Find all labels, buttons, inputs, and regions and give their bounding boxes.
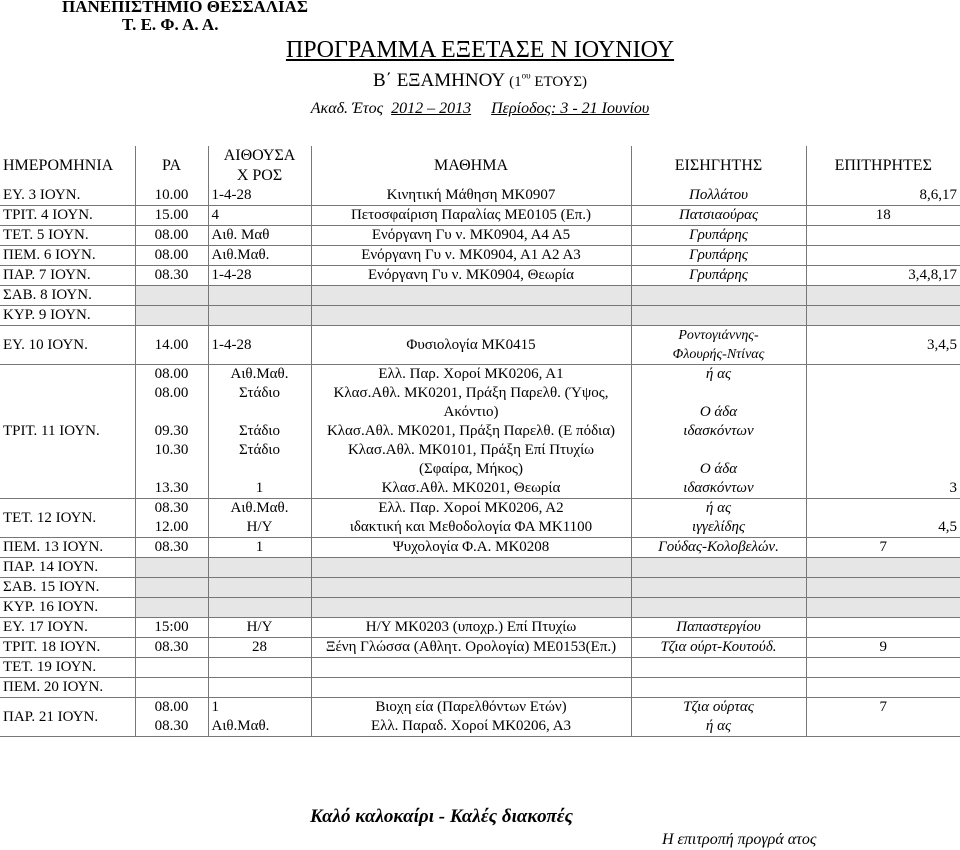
col-header-supervisors: ΕΠΙΤΗΡΗΤΕΣ: [834, 157, 932, 174]
room-line: Αιθ.Μαθ.: [230, 366, 289, 382]
cell-date: ΠΕΜ. 20 ΙΟΥΝ.: [0, 678, 135, 698]
cell-room: Αιθ. Μαθ: [208, 226, 311, 246]
footer-committee: Η επιτροπή προγρά ατος: [662, 831, 817, 848]
table-row: [0, 246, 960, 266]
cell-room: [208, 658, 311, 678]
cell-room: 4: [208, 206, 311, 226]
cell-course: [311, 306, 631, 326]
table-row: [0, 538, 960, 558]
cell-course: [311, 578, 631, 598]
table-row-weekend: [0, 286, 960, 306]
cell-instructor: [631, 698, 806, 737]
cell-supervisors: [806, 578, 960, 598]
cell-date: ΠΕΜ. 6 ΙΟΥΝ.: [0, 246, 135, 266]
cell-instructor: [631, 558, 806, 578]
table-row-weekend: [0, 598, 960, 618]
cell-date: ΠΕΜ. 13 ΙΟΥΝ.: [0, 538, 135, 558]
table-row: [0, 326, 960, 365]
course-line: Ακόντιο): [443, 404, 499, 420]
table-row: [0, 678, 960, 698]
cell-instructor: Πολλάτου: [631, 186, 806, 206]
subtitle-main: Β΄ ΕΞΑΜΗΝΟΥ: [372, 70, 505, 91]
cell-date: ΠΑΡ. 14 ΙΟΥΝ.: [0, 558, 135, 578]
course-line: Κλασ.Αθλ. ΜΚ0201, Πράξη Παρελθ. (Ε πόδια): [326, 423, 616, 439]
subtitle-sup: ου: [521, 70, 531, 81]
cell-date: ΠΑΡ. 21 ΙΟΥΝ.: [0, 698, 135, 737]
page-title: ΠΡΟΓΡΑΜΜΑ ΕΞΕΤΑΣΕ Ν ΙΟΥΝΙΟΥ: [285, 37, 675, 63]
cell-supervisors: 9: [806, 638, 960, 658]
cell-time: 08.30: [135, 638, 208, 658]
room-line: [212, 403, 308, 422]
cell-room: [208, 678, 311, 698]
cell-time: [135, 365, 208, 499]
cell-date: ΕΥ. 10 ΙΟΥΝ.: [0, 326, 135, 365]
cell-time: 15:00: [135, 618, 208, 638]
cell-course: Κινητική Μάθηση ΜΚ0907: [311, 186, 631, 206]
cell-date: ΚΥΡ. 16 ΙΟΥΝ.: [0, 598, 135, 618]
cell-date: ΤΡΙΤ. 4 ΙΟΥΝ.: [0, 206, 135, 226]
cell-instructor: Πατσιαούρας: [631, 206, 806, 226]
cell-room: 1-4-28: [208, 266, 311, 286]
table-row: [0, 638, 960, 658]
cell-date: ΠΑΡ. 7 ΙΟΥΝ.: [0, 266, 135, 286]
cell-instructor: Γρυπάρης: [631, 246, 806, 266]
cell-room: [208, 286, 311, 306]
cell-room: [208, 365, 311, 499]
table-row: [0, 266, 960, 286]
cell-course: [311, 499, 631, 538]
instructor-line: Τζια ούρτας: [683, 699, 754, 715]
cell-instructor: [631, 598, 806, 618]
cell-time: 08.30: [135, 538, 208, 558]
cell-instructor: [631, 365, 806, 499]
cell-instructor: [631, 658, 806, 678]
cell-time: [135, 698, 208, 737]
cell-time: [135, 658, 208, 678]
cell-date: ΣΑΒ. 8 ΙΟΥΝ.: [0, 286, 135, 306]
time-line: 12.00: [154, 519, 189, 535]
cell-time: 10.00: [135, 186, 208, 206]
instructor-line: Ο άδα: [699, 404, 738, 420]
cell-supervisors: 4,5: [806, 499, 960, 538]
cell-supervisors: 18: [806, 206, 960, 226]
course-line: Ελλ. Παρ. Χοροί ΜΚ0206, Α2: [378, 500, 564, 516]
col-header-instructor: ΕΙΣΗΓΗΤΗΣ: [631, 146, 806, 186]
cell-course: [311, 365, 631, 499]
university-name: ΠΑΝΕΠΙΣΤΗΜΙΟ ΘΕΣΣΑΛΙΑΣ: [62, 0, 309, 16]
footer-wish: Καλό καλοκαίρι - Καλές διακοπές: [310, 806, 573, 827]
cell-time: [135, 578, 208, 598]
cell-date: ΤΡΙΤ. 18 ΙΟΥΝ.: [0, 638, 135, 658]
cell-course: Ενόργανη Γυ ν. ΜΚ0904, Α1 Α2 Α3: [311, 246, 631, 266]
room-line: Στάδιο: [239, 385, 280, 401]
cell-course: Ψυχολογία Φ.Α. ΜΚ0208: [311, 538, 631, 558]
cell-date: ΤΕΤ. 12 ΙΟΥΝ.: [0, 499, 135, 538]
time-line: 09.30: [154, 423, 189, 439]
academic-period: [0, 100, 960, 118]
instructor-line: [635, 384, 803, 403]
cell-supervisors: [806, 558, 960, 578]
room-line: Αιθ.Μαθ.: [230, 500, 289, 516]
cell-instructor: Γρυπάρης: [631, 226, 806, 246]
course-line: Ελλ. Παραδ. Χοροί ΜΚ0206, Α3: [370, 718, 572, 734]
instructor-line: Ο άδα: [699, 461, 738, 477]
time-line: 13.30: [154, 480, 189, 496]
time-line: [139, 460, 205, 479]
cell-instructor: [631, 326, 806, 365]
period-range: Περίοδος: 3 - 21 Ιουνίου: [491, 100, 650, 117]
col-header-course: ΜΑΘΗΜΑ: [311, 146, 631, 186]
cell-course: Πετοσφαίριση Παραλίας ΜΕ0105 (Επ.): [311, 206, 631, 226]
department-name: Τ. Ε. Φ. Α. Α.: [122, 15, 219, 34]
cell-course: [311, 658, 631, 678]
cell-instructor: Παπαστεργίου: [631, 618, 806, 638]
cell-supervisors: [806, 618, 960, 638]
cell-room: 28: [208, 638, 311, 658]
cell-course: Ξένη Γλώσσα (Αθλητ. Ορολογία) ΜΕ0153(Επ.): [311, 638, 631, 658]
cell-course: Ενόργανη Γυ ν. ΜΚ0904, Θεωρία: [311, 266, 631, 286]
cell-supervisors: [806, 658, 960, 678]
table-row: [0, 658, 960, 678]
cell-course: Φυσιολογία ΜΚ0415: [311, 326, 631, 365]
cell-course: Ενόργανη Γυ ν. ΜΚ0904, Α4 Α5: [311, 226, 631, 246]
table-row-weekend: [0, 558, 960, 578]
cell-time: 08.00: [135, 226, 208, 246]
cell-supervisors: [806, 306, 960, 326]
instructor-line: [635, 441, 803, 460]
cell-supervisors: [806, 598, 960, 618]
cell-time: [135, 558, 208, 578]
cell-date: ΕΥ. 3 ΙΟΥΝ.: [0, 186, 135, 206]
room-line: 1: [255, 480, 264, 496]
col-header-time: ΡΑ: [135, 146, 208, 186]
table-row-multi: [0, 365, 960, 499]
instructor-line: ή ας: [705, 718, 732, 734]
table-row-multi: [0, 698, 960, 737]
instructor-line: Φλουρής-Ντίνας: [672, 347, 765, 362]
course-line: Κλασ.Αθλ. ΜΚ0101, Πράξη Επί Πτυχίω: [347, 442, 595, 458]
table-row: [0, 206, 960, 226]
cell-date: ΤΕΤ. 5 ΙΟΥΝ.: [0, 226, 135, 246]
cell-instructor: [631, 499, 806, 538]
cell-room: 1-4-28: [208, 326, 311, 365]
cell-room: [208, 698, 311, 737]
cell-time: 15.00: [135, 206, 208, 226]
cell-room: Αιθ.Μαθ.: [208, 246, 311, 266]
cell-course: [311, 698, 631, 737]
cell-instructor: [631, 578, 806, 598]
cell-time: [135, 598, 208, 618]
room-line: Αιθ.Μαθ.: [211, 718, 270, 734]
course-line: Ελλ. Παρ. Χοροί ΜΚ0206, Α1: [378, 366, 564, 382]
table-header-row: [0, 146, 960, 186]
col-header-room-line2: Χ ΡΟΣ: [236, 167, 283, 184]
cell-course: [311, 598, 631, 618]
cell-supervisors: [806, 286, 960, 306]
cell-date: ΤΡΙΤ. 11 ΙΟΥΝ.: [0, 365, 135, 499]
cell-time: 14.00: [135, 326, 208, 365]
time-line: 08.00: [154, 385, 189, 401]
table-row-weekend: [0, 306, 960, 326]
room-line: [212, 460, 308, 479]
cell-time: [135, 286, 208, 306]
cell-date: ΤΕΤ. 19 ΙΟΥΝ.: [0, 658, 135, 678]
table-row: [0, 618, 960, 638]
cell-time: 08.30: [135, 266, 208, 286]
table-row-weekend: [0, 578, 960, 598]
time-line: [139, 403, 205, 422]
cell-supervisors: 3,4,8,17: [806, 266, 960, 286]
course-line: Βιοχη εία (Παρελθόντων Ετών): [375, 699, 567, 715]
instructor-line: ιγγελίδης: [691, 519, 746, 535]
cell-date: ΕΥ. 17 ΙΟΥΝ.: [0, 618, 135, 638]
cell-time: [135, 499, 208, 538]
cell-time: [135, 678, 208, 698]
cell-room: Η/Υ: [208, 618, 311, 638]
cell-instructor: Γούδας-Κολοβελών.: [631, 538, 806, 558]
cell-supervisors: 8,6,17: [806, 186, 960, 206]
room-line: Στάδιο: [239, 423, 280, 439]
cell-supervisors: 7: [806, 698, 960, 737]
cell-supervisors: [806, 226, 960, 246]
col-header-room-line1: ΑΙΘΟΥΣΑ: [223, 147, 296, 164]
course-line: Κλασ.Αθλ. ΜΚ0201, Πράξη Παρελθ. (Ύψος,: [333, 385, 609, 401]
cell-instructor: [631, 678, 806, 698]
cell-room: [208, 578, 311, 598]
cell-supervisors: 3: [806, 365, 960, 499]
subtitle-paren-close: ΕΤΟΥΣ): [530, 74, 588, 90]
cell-room: [208, 306, 311, 326]
cell-supervisors: 3,4,5: [806, 326, 960, 365]
cell-course: Η/Υ ΜΚ0203 (υποχρ.) Επί Πτυχίω: [311, 618, 631, 638]
cell-date: ΣΑΒ. 15 ΙΟΥΝ.: [0, 578, 135, 598]
cell-instructor: Γρυπάρης: [631, 266, 806, 286]
course-line: Κλασ.Αθλ. ΜΚ0201, Θεωρία: [381, 480, 561, 496]
instructor-line: ιδασκόντων: [683, 423, 754, 439]
period-label: Ακαδ. Έτος: [310, 100, 384, 117]
cell-date: ΚΥΡ. 9 ΙΟΥΝ.: [0, 306, 135, 326]
room-line: 1: [211, 699, 219, 715]
cell-supervisors: 7: [806, 538, 960, 558]
cell-time: 08.00: [135, 246, 208, 266]
time-line: 08.00: [154, 699, 189, 715]
time-line: 08.30: [154, 718, 189, 734]
time-line: 08.00: [154, 366, 189, 382]
subtitle-paren-open: (1: [509, 74, 522, 90]
time-line: 08.30: [154, 500, 189, 516]
instructor-line: ή ας: [705, 500, 732, 516]
course-line: ιδακτική και Μεθοδολογία ΦΑ ΜΚ1100: [349, 519, 593, 535]
cell-room: 1: [208, 538, 311, 558]
cell-instructor: Τζια ούρτ-Κουτούδ.: [631, 638, 806, 658]
course-line: (Σφαίρα, Μήκος): [419, 461, 523, 477]
cell-room: [208, 499, 311, 538]
cell-course: [311, 286, 631, 306]
exam-schedule-table: [0, 146, 960, 737]
cell-supervisors: [806, 678, 960, 698]
instructor-line: ιδασκόντων: [683, 480, 754, 496]
table-row: [0, 186, 960, 206]
col-header-date: ΗΜΕΡΟΜΗΝΙΑ: [0, 146, 135, 186]
cell-course: [311, 558, 631, 578]
table-row: [0, 226, 960, 246]
table-row-multi: [0, 499, 960, 538]
cell-instructor: [631, 286, 806, 306]
cell-room: [208, 598, 311, 618]
cell-room: 1-4-28: [208, 186, 311, 206]
page-subtitle: [0, 70, 960, 92]
room-line: Η/Υ: [246, 519, 273, 535]
instructor-line: ή ας: [705, 366, 732, 382]
cell-time: [135, 306, 208, 326]
cell-supervisors: [806, 246, 960, 266]
cell-room: [208, 558, 311, 578]
cell-course: [311, 678, 631, 698]
time-line: 10.30: [154, 442, 189, 458]
instructor-line: Ροντογιάννης-: [678, 328, 759, 343]
period-year: 2012 – 2013: [391, 100, 472, 117]
col-header-room: [208, 146, 311, 186]
cell-instructor: [631, 306, 806, 326]
room-line: Στάδιο: [239, 442, 280, 458]
